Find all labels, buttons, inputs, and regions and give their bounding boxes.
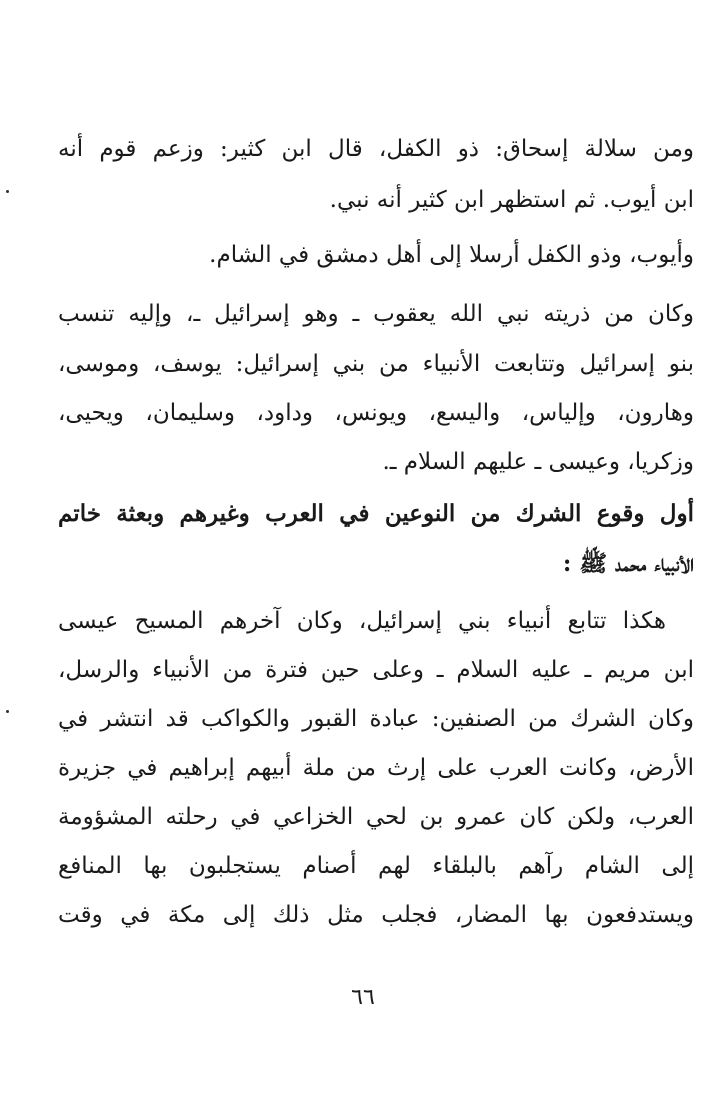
text-line: الأرض، وكانت العرب على إرث من ملة أبيهم إبراهيم في جزيرة	[58, 755, 694, 781]
text-line: العرب، ولكن كان عمرو بن لحي الخزاعي في رحلته المشؤومة	[58, 804, 694, 830]
text-line: ومن سلالة إسحاق: ذو الكفل، قال ابن كثير: وزعم قوم أنه	[58, 136, 694, 162]
edge-speck	[6, 710, 9, 713]
text-line: وهارون، وإلياس، واليسع، ويونس، وداود، وسليمان، ويحيى،	[58, 400, 694, 426]
section-heading-line: أول وقوع الشرك من النوعين في العرب وغيرهم وبعثة خاتم	[58, 500, 694, 527]
text-line: ويستدفعون بها المضار، فجلب مثل ذلك إلى مكة في وقت	[58, 902, 694, 928]
text-line: إلى الشام رآهم بالبلقاء لهم أصنام يستجلبون بها المنافع	[58, 853, 694, 879]
text-line: وكان من ذريته نبي الله يعقوب ـ وهو إسرائيل ـ، وإليه تنسب	[58, 301, 694, 327]
page-number: ٦٦	[351, 985, 375, 1010]
text-line: هكذا تتابع أنبياء بني إسرائيل، وكان آخرهم المسيح عيسى	[58, 608, 666, 634]
text-line: وأيوب، وذو الكفل أرسلا إلى أهل دمشق في الشام.	[209, 242, 694, 268]
section-heading-line: الأنبياء محمد ﷺ :	[562, 550, 694, 577]
text-line: ابن أيوب. ثم استظهر ابن كثير أنه نبي.	[329, 187, 694, 213]
text-line: ابن مريم ـ عليه السلام ـ وعلى حين فترة من الأنبياء والرسل،	[58, 657, 694, 683]
text-line: وزكريا، وعيسى ـ عليهم السلام ـ.	[382, 449, 694, 475]
text-line: وكان الشرك من الصنفين: عبادة القبور والكواكب قد انتشر في	[58, 706, 694, 732]
edge-speck	[6, 190, 9, 193]
text-line: بنو إسرائيل وتتابعت الأنبياء من بني إسرائيل: يوسف، وموسى،	[58, 351, 694, 377]
